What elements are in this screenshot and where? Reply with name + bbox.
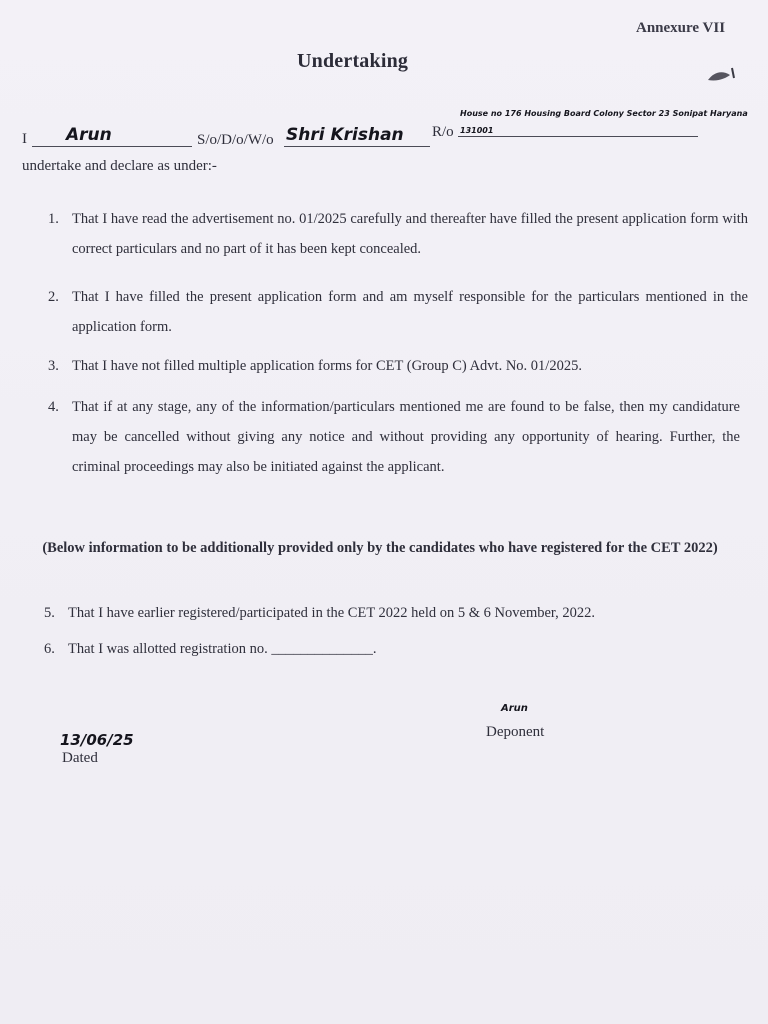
declarant-prefix: I [22,131,27,147]
declarant-row [22,109,762,152]
dated-label: Dated [62,750,98,766]
address-line: House no 176 Housing Board Colony Sector 23 Sonipat Haryana [460,109,748,118]
point-text: That I was allotted registration no. ______________. [68,641,377,657]
father-name: Shri Krishan [286,125,404,145]
ink-mark-icon [706,66,736,84]
point-number: 6. [44,641,55,657]
point-6 [44,634,728,664]
point-1 [48,204,748,264]
point-4 [48,392,740,482]
point-text: That I have earlier registered/participated in the CET 2022 held on 5 & 6 November, 2022. [68,605,596,621]
point-5 [44,598,728,628]
residence-label: R/o [432,124,454,140]
name-underline [32,146,192,147]
point-number: 4. [48,399,59,415]
address-pincode: 131001 [460,126,494,135]
point-number: 2. [48,289,59,305]
declaration-intro: undertake and declare as under:- [22,158,217,174]
point-3 [48,351,748,381]
point-text: That I have filled the present application form and am myself responsible for the particulars mentioned in the application form. [72,289,748,335]
declarant-name: Arun [66,125,112,145]
annexure-label: Annexure VII [636,20,726,36]
point-number: 3. [48,358,59,374]
father-underline [284,146,430,147]
relation-label: S/o/D/o/W/o [197,132,274,148]
page-title: Undertaking [297,50,409,72]
point-text: That if at any stage, any of the information/particulars mentioned me are found to be false, then my candidature may be cancelled without giving any notice and without providing any opportunity of hearing. Further, the criminal proceedings may also be initiated against the applicant. [72,399,740,475]
point-text: That I have read the advertisement no. 01/2025 carefully and thereafter have filled the present application form with correct particulars and no part of it has been kept concealed. [72,211,748,257]
point-number: 5. [44,605,55,621]
date-value: 13/06/25 [60,731,134,749]
point-number: 1. [48,211,59,227]
deponent-signature: Arun [501,703,528,714]
point-text: That I have not filled multiple application forms for CET (Group C) Advt. No. 01/2025. [72,358,582,374]
cet-2022-note: (Below information to be additionally provided only by the candidates who have registered for the CET 2022) [42,540,718,556]
point-2 [48,282,748,342]
deponent-label: Deponent [486,724,545,740]
address-underline [458,136,698,137]
